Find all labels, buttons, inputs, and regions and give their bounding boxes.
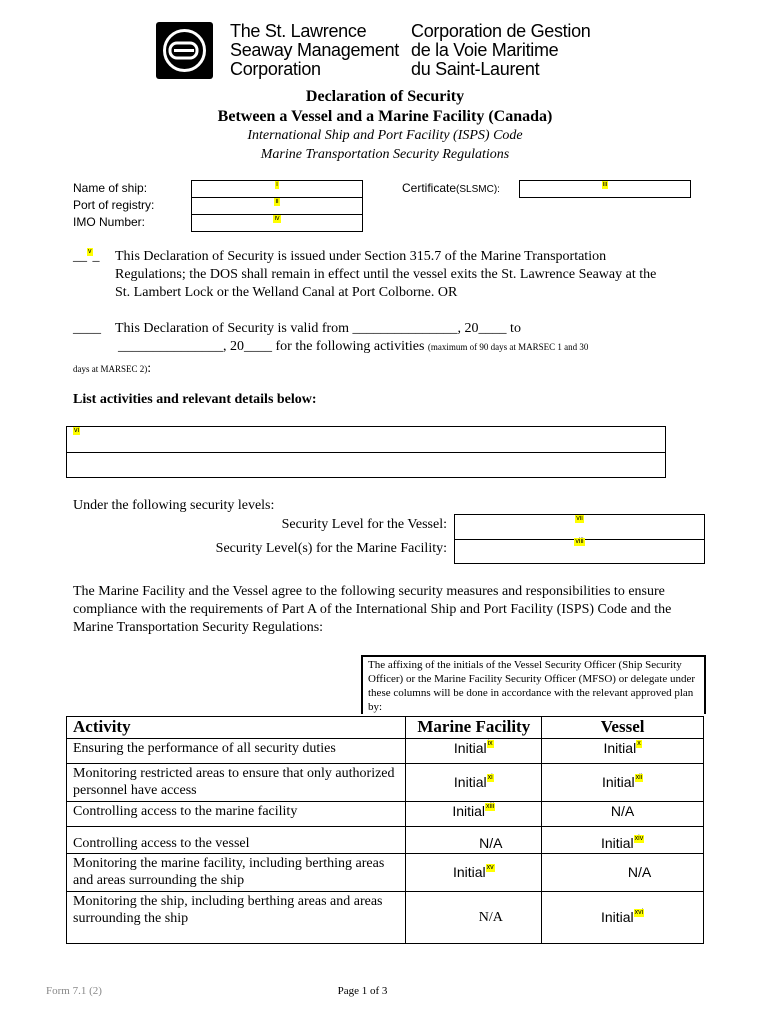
- facility-initial-cell[interactable]: [406, 739, 542, 764]
- footnote-marker: i: [276, 181, 278, 188]
- activity-cell: Monitoring the marine facility, including berthing areas and areas surrounding the ship: [67, 854, 406, 892]
- vessel-level-label: Security Level for the Vessel:: [281, 517, 447, 532]
- activities-input-row-1[interactable]: [66, 426, 666, 453]
- vessel-level-field[interactable]: [454, 514, 705, 540]
- table-row: [67, 802, 704, 827]
- facility-initial-cell[interactable]: [406, 892, 542, 944]
- clause2-note: (maximum of 90 days at MARSEC 1 and 30: [427, 342, 589, 352]
- clause2-colon: :: [147, 361, 152, 376]
- clause2-line2-text: _______________, 20____ for the following activities: [118, 339, 425, 354]
- footnote-marker: vii: [576, 515, 583, 522]
- footnote-marker: xi: [487, 774, 493, 781]
- initial-text: Initial: [603, 740, 637, 756]
- footnote-marker: xii: [635, 774, 643, 781]
- clause2-note-continued: [73, 361, 151, 377]
- form-number: Form 7.1 (2): [46, 985, 102, 997]
- activity-table: [66, 716, 704, 944]
- facility-level-label: Security Level(s) for the Marine Facility:: [215, 541, 447, 556]
- vessel-initial-cell[interactable]: [542, 892, 704, 944]
- activities-heading: List activities and relevant details below:: [73, 392, 317, 407]
- table-row: [67, 739, 704, 764]
- port-of-registry-field[interactable]: [191, 197, 363, 215]
- footnote-marker: xvi: [634, 909, 644, 916]
- port-of-registry-label: Port of registry:: [73, 198, 155, 212]
- footnote-marker: v: [88, 248, 92, 255]
- initials-note: The affixing of the initials of the Vessel Security Officer (Ship Security Officer) or the Marine Facility Security Officer (MFSO) or delegate under these columns will be done in accordance with the relevant approved plan by:: [361, 655, 706, 714]
- initial-text: N/A: [479, 835, 503, 851]
- activity-cell: Ensuring the performance of all security duties: [67, 739, 406, 764]
- initial-text: Initial: [601, 774, 635, 790]
- certificate-label-small: (SLSMC):: [456, 184, 500, 195]
- footnote-marker: x: [637, 740, 641, 747]
- activities-input-row-2[interactable]: [66, 452, 666, 478]
- footnote-marker: xiii: [486, 803, 495, 810]
- table-header-row: [67, 717, 704, 739]
- certificate-label: [402, 181, 500, 195]
- activity-column-header: Activity: [67, 717, 406, 739]
- clause2-line2: [118, 338, 588, 356]
- table-row: [67, 854, 704, 892]
- clause2-note2: days at MARSEC 2): [73, 364, 148, 374]
- regulations-line: Marine Transportation Security Regulations: [260, 147, 510, 162]
- initial-text: Initial: [600, 909, 634, 925]
- facility-initial-cell[interactable]: [406, 764, 542, 802]
- org-en-line: The St. Lawrence: [230, 21, 367, 41]
- org-name-english: [230, 22, 399, 79]
- clause1-text: This Declaration of Security is issued under Section 315.7 of the Marine Transportation Regulations; the DOS shall remain in effect until the vessel exits the St. Lawrence Seaway at the St. Lambert Lock or the Welland Canal at Port Colborne. OR: [115, 249, 657, 300]
- org-en-line: Corporation: [230, 59, 321, 79]
- footnote-marker: iv: [274, 215, 280, 222]
- footnote-marker: viii: [575, 538, 584, 545]
- initial-text: Initial: [453, 740, 487, 756]
- clause1-blank-line: __: [73, 249, 87, 264]
- agreement-paragraph: The Marine Facility and the Vessel agree to the following security measures and responsibilities to ensure compliance with the requirements of Part A of the International Ship and Port Facility (ISPS) Code and the Marine Transportation Security Regulations:: [73, 584, 672, 635]
- table-row: [67, 892, 704, 944]
- org-fr-line: de la Voie Maritime: [411, 40, 559, 60]
- clause1-blank-line-after: _: [92, 249, 100, 264]
- activity-cell: Monitoring the ship, including berthing areas and areas surrounding the ship: [67, 892, 406, 944]
- clause1-blank[interactable]: [73, 248, 100, 266]
- vessel-initial-cell[interactable]: [542, 739, 704, 764]
- vessel-column-header: Vessel: [542, 717, 704, 739]
- imo-number-field[interactable]: [191, 214, 363, 232]
- name-of-ship-label: Name of ship:: [73, 181, 148, 195]
- footnote-marker: iii: [602, 181, 608, 188]
- vessel-initial-cell[interactable]: [542, 854, 704, 892]
- initial-text: N/A: [627, 864, 652, 880]
- activity-cell: Controlling access to the vessel: [67, 827, 406, 854]
- footnote-marker: ix: [487, 740, 493, 747]
- certificate-field[interactable]: [519, 180, 691, 198]
- levels-intro: Under the following security levels:: [73, 498, 275, 513]
- page-number: Page 1 of 3: [337, 985, 388, 997]
- activity-cell: Controlling access to the marine facility: [67, 802, 406, 827]
- footnote-marker: vi: [74, 427, 80, 434]
- initial-text: Initial: [600, 835, 634, 851]
- table-row: [67, 764, 704, 802]
- vessel-initial-cell[interactable]: [542, 764, 704, 802]
- name-of-ship-field[interactable]: [191, 180, 363, 198]
- document-subtitle: Between a Vessel and a Marine Facility (Canada): [217, 108, 553, 125]
- marine-facility-column-header: Marine Facility: [406, 717, 542, 739]
- imo-number-label: IMO Number:: [73, 215, 146, 229]
- clause2-line1: This Declaration of Security is valid from _______________, 20____ to: [115, 321, 521, 336]
- initial-text: Initial: [452, 803, 486, 819]
- facility-initial-cell[interactable]: [406, 827, 542, 854]
- seaway-logo: [156, 22, 213, 79]
- isps-code-line: International Ship and Port Facility (ISPS) Code: [247, 128, 523, 143]
- initial-text: N/A: [610, 803, 635, 819]
- initial-text: Initial: [452, 864, 486, 880]
- certificate-label-text: Certificate: [402, 181, 457, 195]
- org-en-line: Seaway Management: [230, 40, 400, 60]
- footnote-marker: xv: [486, 864, 494, 871]
- document-title: Declaration of Security: [305, 88, 465, 105]
- footnote-marker: xiv: [634, 835, 644, 842]
- table-row: [67, 827, 704, 854]
- vessel-initial-cell[interactable]: [542, 802, 704, 827]
- org-fr-line: du Saint-Laurent: [411, 59, 540, 79]
- vessel-initial-cell[interactable]: [542, 827, 704, 854]
- activity-cell: Monitoring restricted areas to ensure that only authorized personnel have access: [67, 764, 406, 802]
- org-name-french: [411, 22, 591, 79]
- org-fr-line: Corporation de Gestion: [411, 21, 591, 41]
- footnote-marker: ii: [275, 198, 279, 205]
- initial-text: Initial: [453, 774, 487, 790]
- facility-level-field[interactable]: [454, 538, 705, 564]
- facility-initial-cell[interactable]: [406, 802, 542, 827]
- seaway-logo-icon: [156, 22, 213, 79]
- facility-initial-cell[interactable]: [406, 854, 542, 892]
- initial-text: N/A: [478, 910, 503, 925]
- clause2-blank[interactable]: ____: [73, 321, 101, 336]
